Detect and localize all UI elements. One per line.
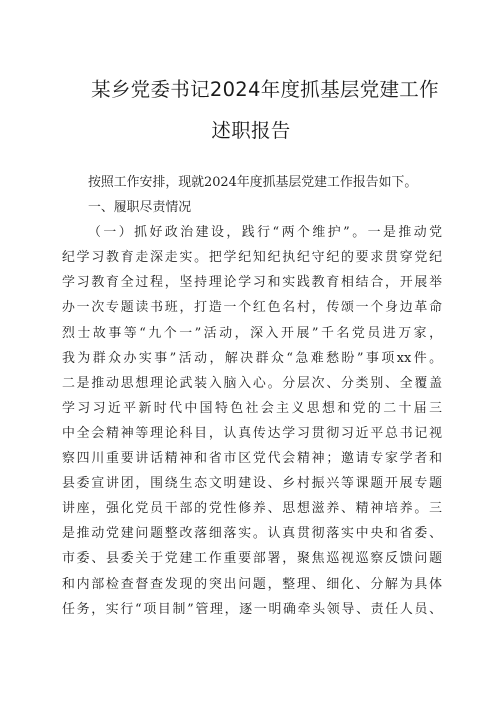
body-line: 讲座，强化党员干部的党性修养、思想滋养、精神培养。三 xyxy=(62,501,442,517)
document-body xyxy=(62,170,442,622)
body-line: 办一次专题读书班，打造一个红色名村，传颂一个身边革命 xyxy=(62,300,442,316)
document-title-line-1: 某乡党委书记2024年度抓基层党建工作 xyxy=(91,78,439,101)
body-line: 市委、县委关于党建工作重要部署，聚焦巡视巡察反馈问题 xyxy=(62,551,442,567)
body-line: 烈士故事等“九个一”活动，深入开展”千名党员进万家， xyxy=(62,325,442,341)
section-heading: 一、履职尽责情况 xyxy=(88,200,192,216)
body-line: 察四川重要讲话精神和省市区党代会精神；邀请专家学者和 xyxy=(62,451,442,467)
body-line: 学习教育全过程，坚持理论学习和实践教育相结合，开展举 xyxy=(62,275,442,291)
body-line: 县委宣讲团，围绕生态文明建设、乡村振兴等课题开展专题 xyxy=(62,476,442,492)
body-line: 二是推动思想理论武装入脑入心。分层次、分类别、全覆盖 xyxy=(62,375,442,391)
body-line: 纪学习教育走深走实。把学纪知纪执纪守纪的要求贯穿党纪 xyxy=(62,250,442,266)
body-line: 我为群众办实事”活动，解决群众“急难愁盼”事项xx件。 xyxy=(62,350,442,366)
body-line: （一）抓好政治建设，践行“两个维护”。一是推动党 xyxy=(88,225,442,241)
body-line: 和内部检查督查发现的突出问题，整理、细化、分解为具体 xyxy=(62,576,442,592)
body-line: 是推动党建问题整改落细落实。认真贯彻落实中央和省委、 xyxy=(62,526,442,542)
body-line: 按照工作安排，现就2024年度抓基层党建工作报告如下。 xyxy=(88,175,418,190)
body-line: 学习习近平新时代中国特色社会主义思想和党的二十届三 xyxy=(62,400,442,416)
body-line: 中全会精神等理论科目，认真传达学习贯彻习近平总书记视 xyxy=(62,425,442,441)
body-line: 任务，实行“项目制”管理，逐一明确牵头领导、责任人员、 xyxy=(62,601,442,617)
document-title-line-2: 述职报告 xyxy=(211,119,291,142)
